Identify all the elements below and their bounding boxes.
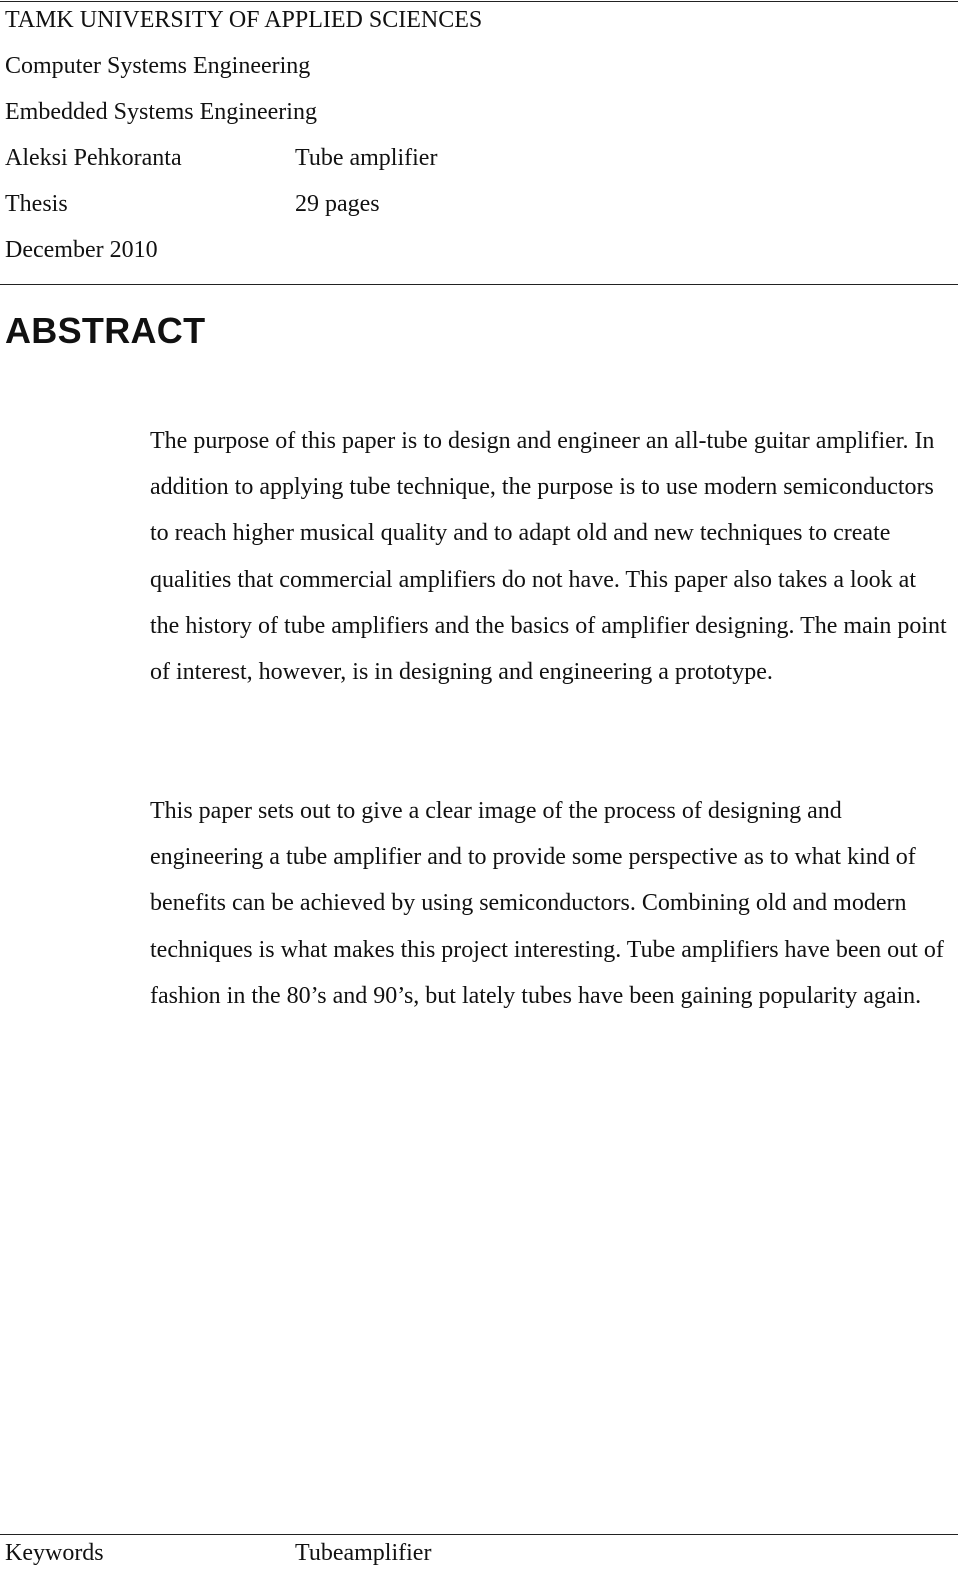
abstract-paragraph-1: The purpose of this paper is to design and engineer an all-tube guitar amplifier. In addition to applying tube technique, the purpose is to use modern semiconductors to reach higher musical quality and to adapt old and new techniques to create qualities that commercial amplifiers do not have. This paper also takes a look at the history of tube amplifiers and the basics of amplifier designing. The main point of interest, however, is in designing and engineering a prototype. xyxy=(150,428,947,686)
abstract-heading: ABSTRACT xyxy=(5,310,206,351)
page-count: 29 pages xyxy=(295,191,380,217)
document-type: Thesis xyxy=(5,191,68,217)
publication-date: December 2010 xyxy=(5,237,158,263)
abstract-paragraph-2: This paper sets out to give a clear image of the process of designing and engineering a tube amplifier and to provide some perspective as to what kind of benefits can be achieved by using semiconductors. Combining old and modern techniques is what makes this project interesting. Tube amplifiers have been out of fashion in the 80’s and 90’s, but lately tubes have been gaining popularity again. xyxy=(150,798,944,1009)
thesis-title: Tube amplifier xyxy=(295,145,438,171)
keywords-value: Tubeamplifier xyxy=(295,1540,432,1566)
top-rule xyxy=(0,1,958,2)
degree-programme: Computer Systems Engineering xyxy=(5,53,311,79)
footer-divider xyxy=(0,1534,958,1535)
university-name: TAMK UNIVERSITY OF APPLIED SCIENCES xyxy=(5,7,483,33)
keywords-label: Keywords xyxy=(5,1540,104,1566)
specialisation: Embedded Systems Engineering xyxy=(5,99,317,125)
author-name: Aleksi Pehkoranta xyxy=(5,145,182,171)
header-divider xyxy=(0,284,958,285)
